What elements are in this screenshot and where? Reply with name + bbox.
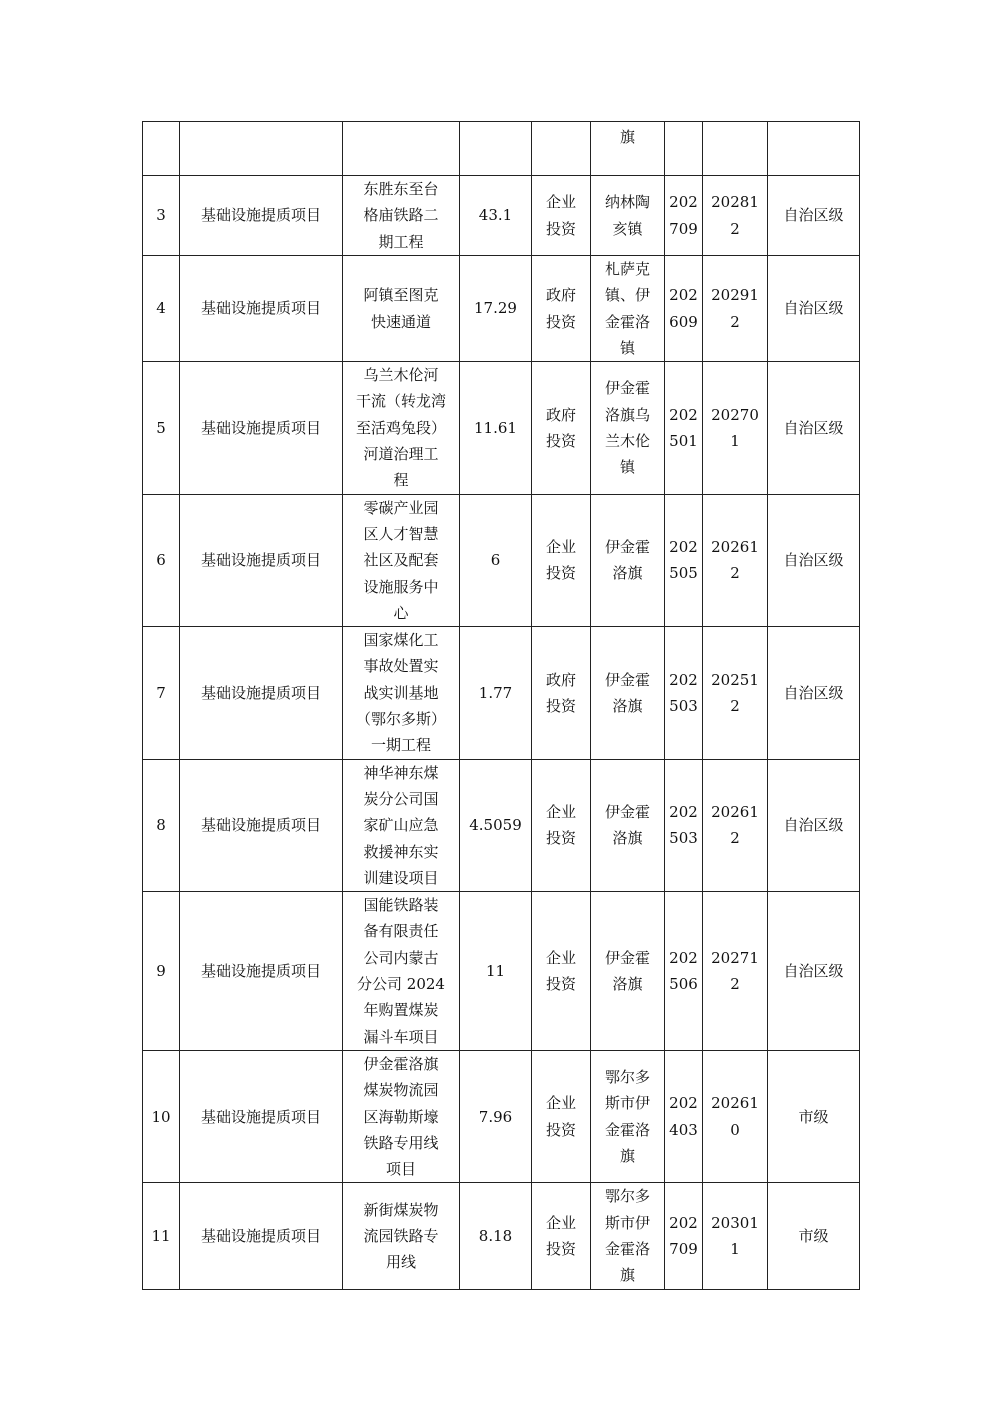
cell-location: [591, 494, 665, 626]
cell-location-line: 纳林陶: [604, 193, 650, 212]
cell-name-line: 乌兰木伦河: [363, 366, 439, 385]
cell-category: 基础设施提质项目: [180, 892, 343, 1051]
cell-location-line: 鄂尔多: [604, 1187, 650, 1206]
cell-no: [143, 122, 180, 176]
cell-name-line: 年购置煤炭: [363, 1001, 439, 1020]
table-row: [143, 176, 860, 256]
cell-name-line: 至活鸡兔段）: [355, 418, 446, 437]
cell-name-line: 干流（转龙湾: [355, 392, 446, 411]
cell-start-line: 202: [669, 803, 698, 822]
cell-investment-line: 投资: [545, 1239, 576, 1258]
cell-investment-line: 企业: [545, 538, 576, 557]
cell-location-line: 亥镇: [612, 219, 643, 238]
cell-level: 自治区级: [768, 256, 860, 362]
cell-end-line: 2: [730, 829, 740, 848]
cell-name-line: 零碳产业园: [363, 498, 439, 517]
cell-name-line: 流园铁路专: [363, 1226, 439, 1245]
cell-amount: 17.29: [460, 256, 532, 362]
cell-investment: [532, 1183, 591, 1289]
cell-name-line: 战实训基地: [363, 683, 439, 702]
cell-name-line: 神华神东煤: [363, 763, 439, 782]
cell-category: 基础设施提质项目: [180, 1050, 343, 1182]
cell-no: 5: [143, 362, 180, 494]
cell-investment-line: 政府: [545, 670, 576, 689]
cell-investment-line: 投资: [545, 1120, 576, 1139]
cell-location-line: 斯市伊: [604, 1094, 650, 1113]
cell-location-line: 兰木伦: [604, 431, 650, 450]
cell-start: [665, 494, 703, 626]
cell-start-line: 403: [669, 1120, 698, 1139]
cell-investment: [532, 494, 591, 626]
cell-start-line: 202: [669, 193, 698, 212]
cell-start-line: 501: [669, 431, 698, 450]
cell-location-line: 金霍洛: [604, 1120, 650, 1139]
cell-location: [591, 892, 665, 1051]
cell-location-line: 金霍洛: [604, 312, 650, 331]
cell-start-line: 505: [669, 564, 698, 583]
cell-location-line: 镇、伊: [604, 286, 650, 305]
cell-end-line: 20271: [711, 948, 759, 967]
cell-name-line: 阿镇至图克: [363, 286, 439, 305]
cell-start: [665, 1183, 703, 1289]
cell-name: [343, 362, 460, 494]
table-row: [143, 759, 860, 891]
cell-end-line: 2: [730, 564, 740, 583]
cell-start-line: 503: [669, 696, 698, 715]
cell-end: [703, 1050, 768, 1182]
cell-name: [343, 256, 460, 362]
cell-name: [343, 122, 460, 176]
cell-investment: [532, 176, 591, 256]
cell-location: [591, 256, 665, 362]
cell-no: 4: [143, 256, 180, 362]
cell-start-line: 709: [669, 219, 698, 238]
cell-location: [591, 1183, 665, 1289]
cell-start-line: 709: [669, 1239, 698, 1258]
cell-name-line: 国家煤化工: [363, 631, 439, 650]
table-row: [143, 256, 860, 362]
table-row: [143, 494, 860, 626]
cell-category: [180, 122, 343, 176]
cell-name-line: 区海勒斯壕: [363, 1107, 439, 1126]
cell-end: [703, 494, 768, 626]
cell-level: 自治区级: [768, 627, 860, 759]
cell-end-line: 20281: [711, 193, 759, 212]
cell-location-line: 伊金霍: [604, 948, 650, 967]
cell-location: [591, 362, 665, 494]
cell-investment-line: 企业: [545, 803, 576, 822]
cell-amount: 11.61: [460, 362, 532, 494]
cell-investment-line: 投资: [545, 219, 576, 238]
table-row: [143, 892, 860, 1051]
cell-category: 基础设施提质项目: [180, 1183, 343, 1289]
cell-investment: [532, 892, 591, 1051]
cell-name: [343, 627, 460, 759]
cell-level: 市级: [768, 1183, 860, 1289]
cell-name-line: 救援神东实: [363, 842, 439, 861]
table-row: [143, 1050, 860, 1182]
table-row: [143, 362, 860, 494]
table-row-continued: [143, 122, 860, 176]
cell-investment-line: 企业: [545, 1094, 576, 1113]
cell-start: [665, 256, 703, 362]
cell-investment-line: 企业: [545, 1213, 576, 1232]
cell-name-line: 伊金霍洛旗: [363, 1054, 439, 1073]
cell-investment: [532, 256, 591, 362]
cell-name-line: 分公司 2024: [357, 975, 445, 994]
cell-name-line: 国能铁路装: [363, 896, 439, 915]
cell-name-line: 公司内蒙古: [363, 948, 439, 967]
cell-end-line: 20261: [711, 1094, 759, 1113]
cell-name: [343, 494, 460, 626]
cell-end-line: 0: [730, 1120, 740, 1139]
cell-investment: [532, 122, 591, 176]
cell-end: [703, 627, 768, 759]
cell-location-line: 伊金霍: [604, 670, 650, 689]
cell-level: 自治区级: [768, 176, 860, 256]
cell-end: [703, 256, 768, 362]
cell-name-line: 家矿山应急: [363, 816, 439, 835]
cell-end-line: 20251: [711, 670, 759, 689]
cell-no: 9: [143, 892, 180, 1051]
cell-name-line: 区人才智慧: [363, 524, 439, 543]
cell-start-line: 506: [669, 975, 698, 994]
cell-investment: [532, 1050, 591, 1182]
cell-start-line: 202: [669, 538, 698, 557]
cell-end-line: 2: [730, 219, 740, 238]
cell-location-line: 洛旗: [612, 975, 643, 994]
location-line: 旗: [619, 128, 635, 146]
cell-start: [665, 892, 703, 1051]
cell-category: 基础设施提质项目: [180, 759, 343, 891]
cell-start-line: 202: [669, 948, 698, 967]
cell-level: 自治区级: [768, 759, 860, 891]
cell-location-line: 鄂尔多: [604, 1068, 650, 1087]
cell-investment-line: 投资: [545, 312, 576, 331]
cell-name-line: 一期工程: [370, 736, 431, 755]
cell-no: 6: [143, 494, 180, 626]
cell-amount: 11: [460, 892, 532, 1051]
project-table: [142, 121, 860, 1290]
cell-location-line: 旗: [619, 1266, 635, 1285]
cell-name: [343, 176, 460, 256]
cell-location-line: 伊金霍: [604, 538, 650, 557]
cell-start: [665, 759, 703, 891]
cell-end: [703, 362, 768, 494]
cell-category: 基础设施提质项目: [180, 256, 343, 362]
cell-end: [703, 892, 768, 1051]
cell-category: 基础设施提质项目: [180, 627, 343, 759]
cell-location-line: 洛旗: [612, 829, 643, 848]
cell-name-line: 格庙铁路二: [363, 206, 439, 225]
cell-investment-line: 政府: [545, 286, 576, 305]
cell-amount: 1.77: [460, 627, 532, 759]
cell-category: 基础设施提质项目: [180, 362, 343, 494]
cell-start-line: 503: [669, 829, 698, 848]
cell-name-line: 设施服务中: [363, 577, 439, 596]
cell-name-line: 程: [393, 471, 409, 490]
cell-amount: [460, 122, 532, 176]
cell-amount: 6: [460, 494, 532, 626]
cell-end-line: 1: [730, 431, 740, 450]
cell-location-line: 洛旗: [612, 696, 643, 715]
cell-name-line: 社区及配套: [363, 551, 439, 570]
cell-name-line: 铁路专用线: [363, 1133, 439, 1152]
cell-location: [591, 122, 665, 176]
cell-investment-line: 投资: [545, 975, 576, 994]
cell-location-line: 伊金霍: [604, 379, 650, 398]
cell-end-line: 2: [730, 312, 740, 331]
cell-investment: [532, 627, 591, 759]
cell-name: [343, 1183, 460, 1289]
cell-name-line: 备有限责任: [363, 922, 439, 941]
cell-investment-line: 政府: [545, 405, 576, 424]
cell-end: [703, 759, 768, 891]
cell-name-line: 煤炭物流园: [363, 1081, 439, 1100]
cell-level: 自治区级: [768, 892, 860, 1051]
cell-name-line: 炭分公司国: [363, 789, 439, 808]
cell-end-line: 2: [730, 975, 740, 994]
cell-name-line: 心: [393, 603, 409, 622]
cell-amount: 8.18: [460, 1183, 532, 1289]
cell-investment-line: 投资: [545, 431, 576, 450]
cell-name-line: 漏斗车项目: [363, 1027, 439, 1046]
cell-amount: 4.5059: [460, 759, 532, 891]
cell-location: [591, 627, 665, 759]
cell-location-line: 旗: [619, 1146, 635, 1165]
cell-name-line: 项目: [385, 1160, 416, 1179]
cell-name-line: （鄂尔多斯）: [355, 710, 446, 729]
cell-location-line: 洛旗: [612, 564, 643, 583]
cell-end-line: 20261: [711, 538, 759, 557]
cell-level: 市级: [768, 1050, 860, 1182]
table-body: [143, 122, 860, 1290]
cell-location: [591, 1050, 665, 1182]
cell-no: 11: [143, 1183, 180, 1289]
cell-start-line: 202: [669, 286, 698, 305]
cell-name-line: 训建设项目: [363, 868, 439, 887]
cell-level: [768, 122, 860, 176]
cell-level: 自治区级: [768, 494, 860, 626]
cell-end: [703, 176, 768, 256]
cell-investment-line: 企业: [545, 948, 576, 967]
cell-investment-line: 投资: [545, 696, 576, 715]
cell-location-line: 洛旗乌: [604, 405, 650, 424]
cell-end-line: 20270: [711, 405, 759, 424]
table-row: [143, 1183, 860, 1289]
cell-end-line: 20291: [711, 286, 759, 305]
cell-location-line: 札萨克: [604, 260, 650, 278]
cell-name: [343, 1050, 460, 1182]
cell-amount: 7.96: [460, 1050, 532, 1182]
cell-no: 3: [143, 176, 180, 256]
cell-name: [343, 759, 460, 891]
cell-location: [591, 176, 665, 256]
cell-start-line: 202: [669, 1213, 698, 1232]
cell-location-line: 镇: [619, 338, 635, 357]
cell-investment: [532, 759, 591, 891]
table-row: [143, 627, 860, 759]
cell-start: [665, 122, 703, 176]
cell-end-line: 1: [730, 1239, 740, 1258]
cell-name-line: 期工程: [378, 232, 424, 251]
cell-start: [665, 362, 703, 494]
cell-location: [591, 759, 665, 891]
cell-start: [665, 1050, 703, 1182]
cell-level: 自治区级: [768, 362, 860, 494]
cell-investment-line: 投资: [545, 564, 576, 583]
cell-location-line: 斯市伊: [604, 1213, 650, 1232]
cell-category: 基础设施提质项目: [180, 176, 343, 256]
cell-end-line: 20261: [711, 803, 759, 822]
cell-start-line: 202: [669, 1094, 698, 1113]
cell-no: 7: [143, 627, 180, 759]
cell-name: [343, 892, 460, 1051]
cell-name-line: 河道治理工: [363, 445, 439, 464]
cell-end: [703, 1183, 768, 1289]
cell-end-line: 2: [730, 696, 740, 715]
cell-end-line: 20301: [711, 1213, 759, 1232]
cell-category: 基础设施提质项目: [180, 494, 343, 626]
cell-location-line: 镇: [619, 458, 635, 477]
cell-investment-line: 投资: [545, 829, 576, 848]
cell-investment: [532, 362, 591, 494]
cell-no: 8: [143, 759, 180, 891]
cell-end: [703, 122, 768, 176]
cell-start-line: 202: [669, 405, 698, 424]
cell-start-line: 202: [669, 670, 698, 689]
cell-location-line: 金霍洛: [604, 1239, 650, 1258]
cell-investment-line: 企业: [545, 193, 576, 212]
cell-start-line: 609: [669, 312, 698, 331]
cell-name-line: 用线: [385, 1253, 416, 1272]
cell-no: 10: [143, 1050, 180, 1182]
cell-name-line: 东胜东至台: [363, 180, 439, 199]
cell-amount: 43.1: [460, 176, 532, 256]
cell-start: [665, 176, 703, 256]
cell-name-line: 快速通道: [370, 312, 431, 331]
cell-name-line: 新街煤炭物: [363, 1200, 439, 1219]
cell-location-line: 伊金霍: [604, 803, 650, 822]
cell-start: [665, 627, 703, 759]
cell-name-line: 事故处置实: [363, 657, 439, 676]
